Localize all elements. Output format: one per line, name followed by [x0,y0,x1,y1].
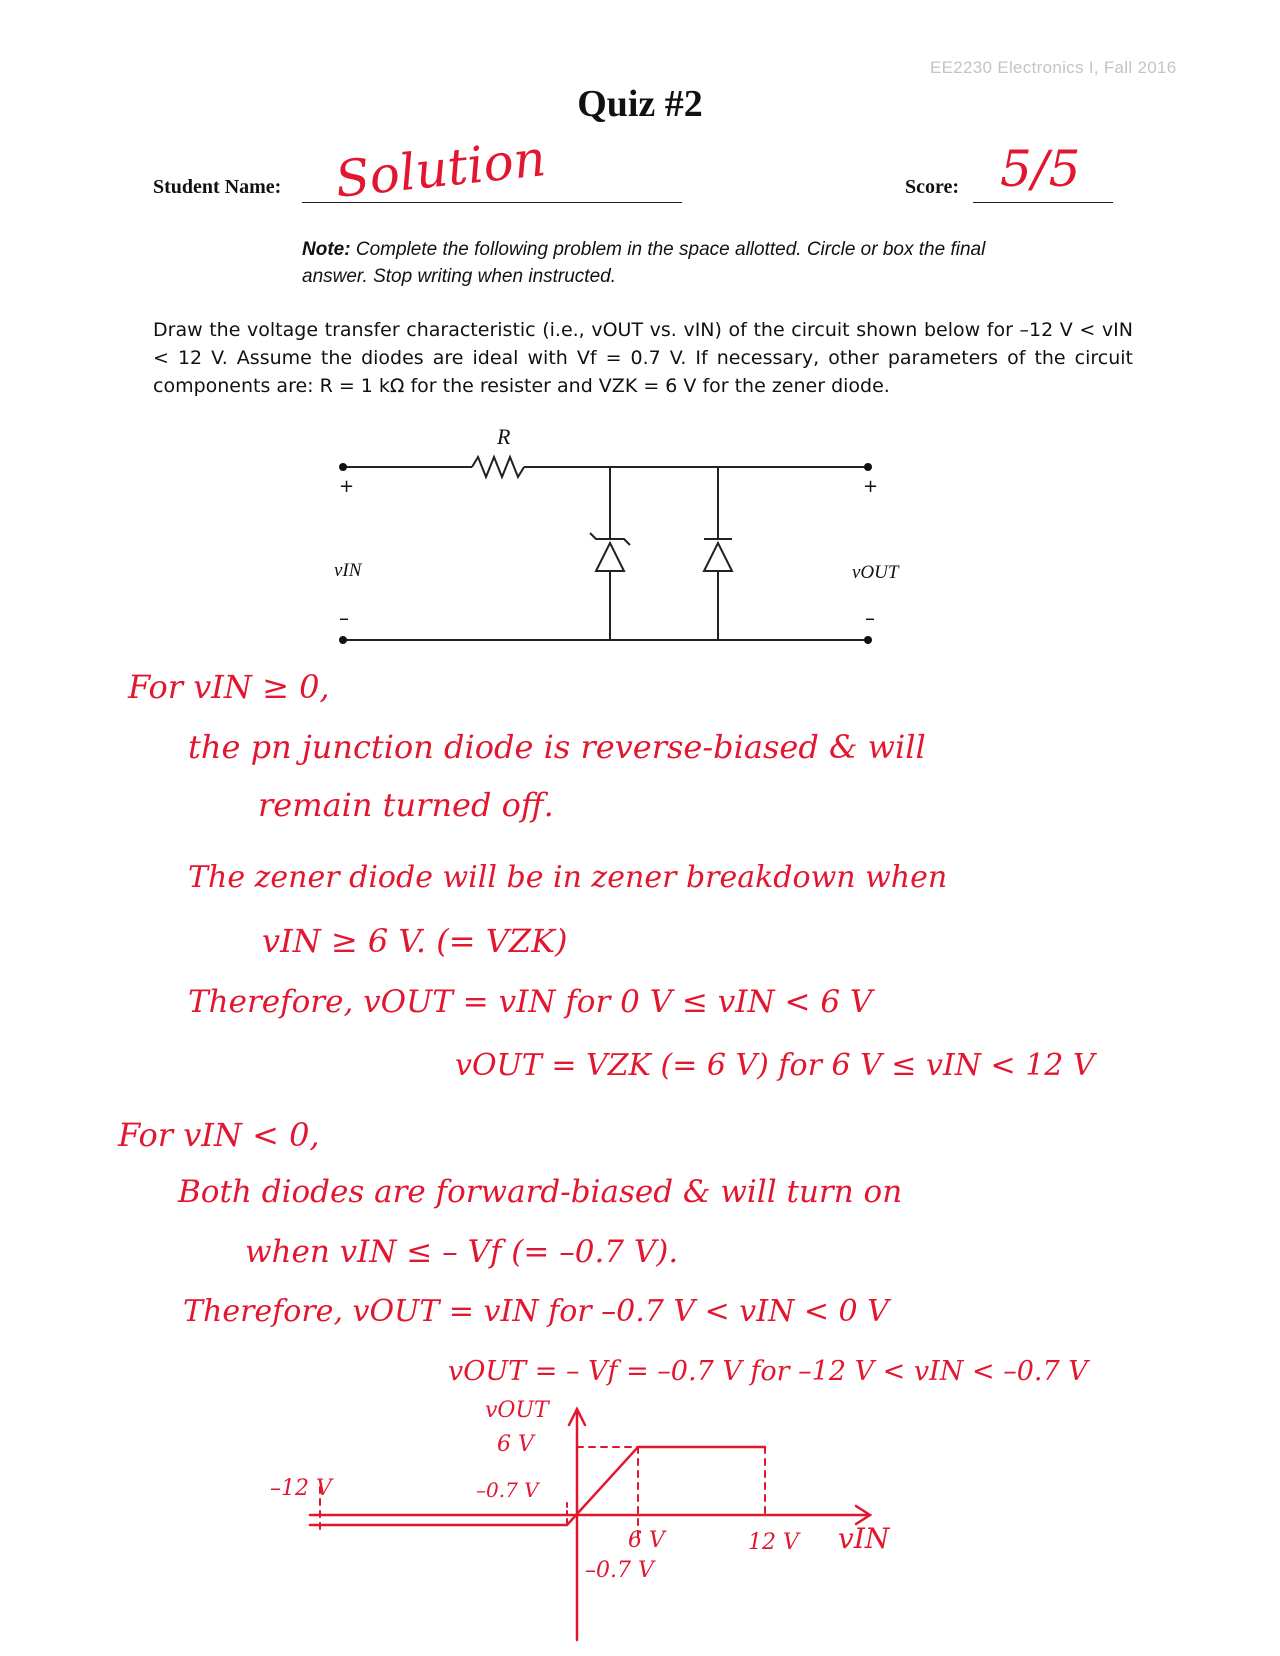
vtc-label-6v: 6 V [497,1432,534,1457]
solution-line: For vIN < 0, [118,1116,320,1154]
vin-label: vIN [334,560,362,581]
vout-label: vOUT [852,562,899,583]
solution-line: vOUT = – Vf = –0.7 V for –12 V < vIN < –0.7 V [448,1356,1088,1387]
vin-plus: + [339,476,355,497]
vtc-label-neg07v: –0.7 V [476,1478,539,1502]
vtc-label-12v: 12 V [748,1530,799,1555]
score-line [973,202,1113,203]
vtc-y-axis-label: vOUT [485,1398,549,1423]
solution-line: vIN ≥ 6 V. (= VZK) [262,922,568,960]
score-value: 5/5 [1000,140,1081,198]
solution-line: vOUT = VZK (= 6 V) for 6 V ≤ vIN < 12 V [455,1048,1095,1083]
vtc-label-neg12v: –12 V [270,1476,332,1501]
score-label: Score: [905,176,960,198]
course-header: EE2230 Electronics I, Fall 2016 [930,58,1177,77]
solution-line: Therefore, vOUT = vIN for –0.7 V < vIN < 0 V [183,1294,889,1329]
circuit-diagram [300,415,920,655]
solution-line: Therefore, vOUT = vIN for 0 V ≤ vIN < 6 V [188,984,873,1020]
resistor-label: R [497,424,511,449]
vtc-x-axis-label: vIN [838,1522,890,1555]
solution-line: remain turned off. [258,786,554,824]
note-text: Complete the following problem in the space allotted. Circle or box the final answer. Stop writing when instructed. [302,239,986,287]
note-label: Note: [302,239,351,260]
page-title: Quiz #2 [577,83,703,125]
solution-line: The zener diode will be in zener breakdown when [188,860,948,895]
student-name-signature: Solution [332,129,549,209]
student-name-label: Student Name: [153,176,282,198]
problem-statement: Draw the voltage transfer characteristic (i.e., vOUT vs. vIN) of the circuit shown below for –12 V < vIN < 12 V. Assume the diodes are ideal with Vf = 0.7 V. If necessary, other parameters of the circuit components are: R = 1 kΩ for the resister and VZK = 6 V for the zener diode. [153,319,1133,397]
vtc-label-6v-x: 6 V [628,1528,665,1553]
solution-line: For vIN ≥ 0, [128,668,330,706]
vout-plus: + [863,476,879,497]
vin-minus: – [339,606,349,630]
vtc-graph [290,1395,910,1655]
solution-line: when vIN ≤ – Vf (= –0.7 V). [245,1234,679,1270]
instructions-note [302,236,1002,290]
solution-line: Both diodes are forward-biased & will turn on [178,1174,903,1210]
solution-line: the pn junction diode is reverse-biased & will [188,728,926,766]
vtc-label-neg07v-below: –0.7 V [585,1558,654,1583]
vout-minus: – [865,606,875,630]
